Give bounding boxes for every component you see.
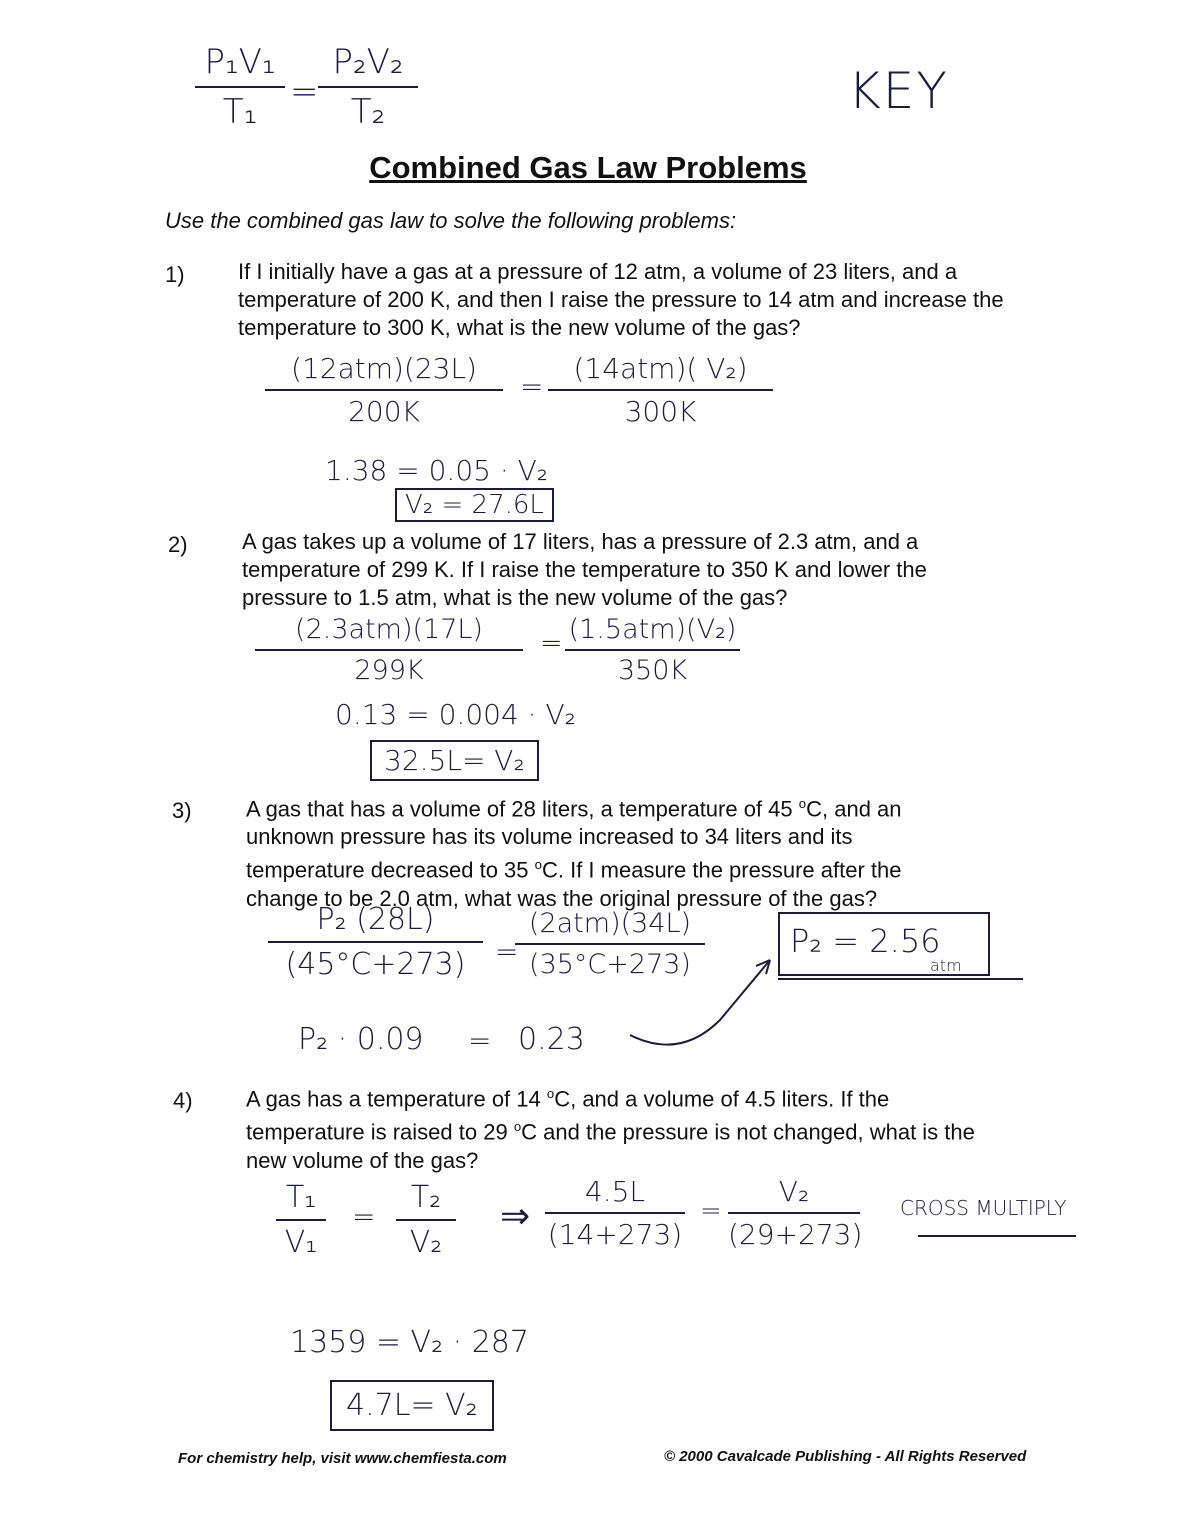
p2-den-right: 350K xyxy=(617,655,688,686)
footer-left: For chemistry help, visit www.chemfiesta.com xyxy=(178,1450,507,1467)
p4-num-4: V₂ xyxy=(778,1175,810,1208)
p4-den-left: V₁ xyxy=(284,1225,318,1260)
p3-equals: = xyxy=(495,935,519,968)
p1-step: 1.38 = 0.05 · V₂ xyxy=(325,454,549,487)
p3-step-equals: = xyxy=(468,1024,492,1057)
p1-den-left: 200K xyxy=(348,395,420,428)
p3-answer-box xyxy=(778,912,990,976)
p2-answer: 32.5L= V₂ xyxy=(370,740,539,781)
formula-left-fraction xyxy=(195,42,285,132)
p3-answer-unit: atm xyxy=(930,956,962,975)
p3-arrow-curve xyxy=(620,940,790,1060)
problem-1-number: 1) xyxy=(165,262,185,287)
problem-4-text xyxy=(246,1080,1006,1175)
problem-4-fraction-4 xyxy=(728,1175,863,1251)
formula-equals: = xyxy=(290,72,319,112)
problem-3-left-fraction xyxy=(268,902,483,982)
problem-3-text xyxy=(246,790,976,913)
p3-num-right: (2atm)(34L) xyxy=(528,908,692,939)
p3-den-left: (45°C+273) xyxy=(285,947,466,982)
p4-den-3: (14+273) xyxy=(547,1218,683,1251)
p2-den-left: 299K xyxy=(354,655,424,686)
p3-num-left: P₂ (28L) xyxy=(316,902,435,937)
problem-4-fraction-2 xyxy=(396,1180,456,1260)
formula-num-right: P₂V₂ xyxy=(332,42,404,82)
problem-1-text: If I initially have a gas at a pressure of 12 atm, a volume of 23 liters, and a temperature of 200 K, and then I raise the pressure to 14 atm and increase the temperature to 300 K, what is the new volume of the gas? xyxy=(238,259,1004,340)
problem-3-number: 3) xyxy=(172,798,192,823)
p4-num-right: T₂ xyxy=(410,1180,442,1215)
p3-answer-underline xyxy=(778,978,1023,980)
p2-num-left: (2.3atm)(17L) xyxy=(295,614,483,645)
p4-den-4: (29+273) xyxy=(728,1218,863,1251)
p3-step-left: P₂ · 0.09 xyxy=(298,1022,424,1057)
p3-text-b: C, and an unknown pressure has its volume increased to 34 liters and its temperature decreased to 35 xyxy=(246,796,902,883)
problem-2-text: A gas takes up a volume of 17 liters, has a pressure of 2.3 atm, and a temperature of 299 K. If I raise the temperature to 350 K and lower the pressure to 1.5 atm, what is the new volume of the gas? xyxy=(242,529,927,610)
p2-num-right: (1.5atm)(V₂) xyxy=(568,614,737,645)
p4-equals-2: = xyxy=(700,1196,722,1226)
key-label: KEY xyxy=(848,62,949,120)
p4-num-left: T₁ xyxy=(285,1180,317,1215)
p4-step: 1359 = V₂ · 287 xyxy=(290,1325,529,1360)
p3-den-right: (35°C+273) xyxy=(529,949,691,980)
problem-2-right-fraction xyxy=(565,614,740,686)
p4-num-3: 4.5L xyxy=(584,1175,646,1208)
page-title: Combined Gas Law Problems xyxy=(369,150,807,185)
p1-num-right: (14atm)( V₂) xyxy=(573,352,748,385)
instructions: Use the combined gas law to solve the following problems: xyxy=(165,208,737,233)
p3-step-right: 0.23 xyxy=(518,1022,585,1057)
problem-2-left-fraction xyxy=(255,614,523,686)
problem-4-number: 4) xyxy=(173,1088,193,1113)
p1-answer: V₂ = 27.6L xyxy=(395,488,554,522)
p4-den-right: V₂ xyxy=(409,1225,443,1260)
p3-answer: P₂ = 2.56 xyxy=(790,922,941,960)
p3-text-c: C. If I measure the pressure after the change to be 2.0 atm, what was the original pressure of the gas? xyxy=(246,857,902,911)
p1-den-right: 300K xyxy=(624,395,697,428)
p4-answer: 4.7L= V₂ xyxy=(330,1380,494,1431)
formula-den-right: T₂ xyxy=(350,92,386,132)
p4-text-a: A gas has a temperature of 14 xyxy=(246,1086,547,1112)
p4-text-c: C and the pressure is not changed, what is the new volume of the gas? xyxy=(246,1119,975,1173)
formula-right-fraction xyxy=(318,42,418,132)
formula-num-left: P₁V₁ xyxy=(204,42,276,82)
p4-note-underline xyxy=(918,1235,1076,1237)
p1-equals: = xyxy=(520,370,544,403)
p4-equals-1: = xyxy=(352,1200,376,1233)
p3-text-a: A gas that has a volume of 28 liters, a temperature of 45 xyxy=(246,796,799,822)
p4-degree-2: o xyxy=(513,1119,522,1135)
p3-degree-1: o xyxy=(798,796,807,811)
p4-arrow: ⇒ xyxy=(500,1196,531,1237)
footer-right: © 2000 Cavalcade Publishing - All Rights Reserved xyxy=(664,1448,1027,1465)
p1-num-left: (12atm)(23L) xyxy=(291,352,477,385)
p2-step: 0.13 = 0.004 · V₂ xyxy=(335,698,576,731)
problem-2-number: 2) xyxy=(168,532,188,557)
problem-1-left-fraction xyxy=(265,352,503,428)
problem-1-right-fraction xyxy=(548,352,773,428)
p4-note: CROSS MULTIPLY xyxy=(900,1196,1067,1220)
p4-text-b: C, and a volume of 4.5 liters. If the temperature is raised to 29 xyxy=(246,1086,890,1145)
p2-equals: = xyxy=(540,628,563,659)
formula-den-left: T₁ xyxy=(222,92,258,132)
p4-degree-1: o xyxy=(546,1086,555,1101)
p3-degree-2: o xyxy=(534,857,542,873)
problem-4-fraction-1 xyxy=(276,1180,326,1260)
problem-4-fraction-3 xyxy=(545,1175,685,1251)
